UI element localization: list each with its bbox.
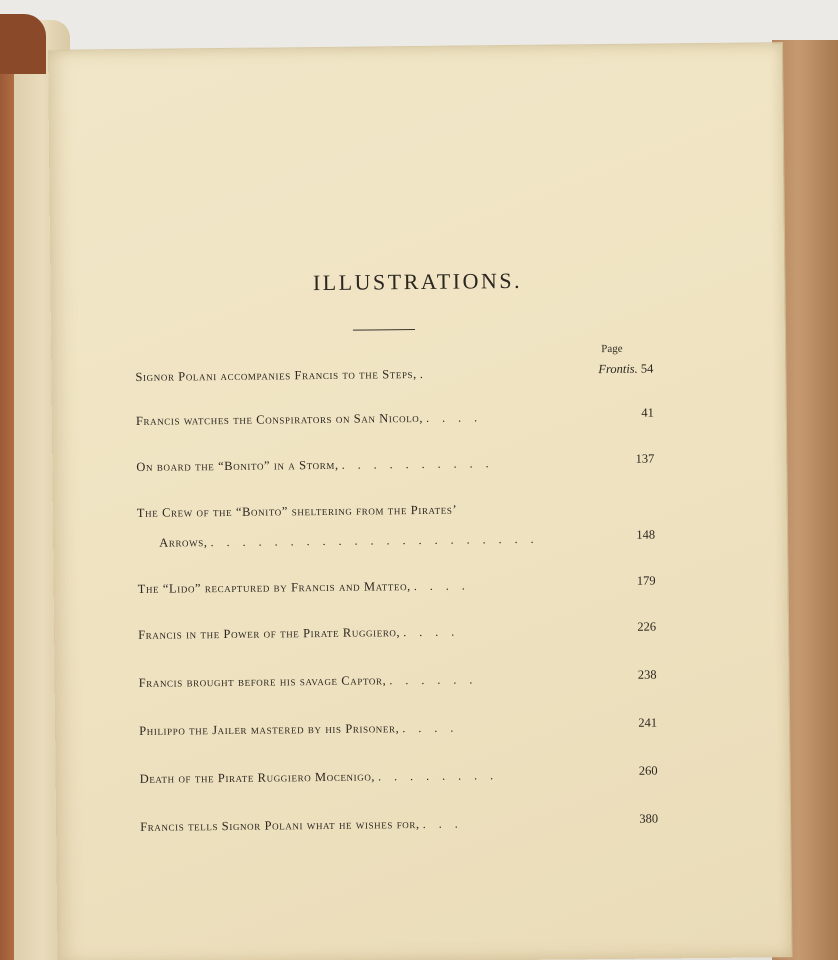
entry-caption: Signor Polani accompanies Francis to the Steps, bbox=[135, 367, 417, 384]
binding-corner bbox=[0, 14, 46, 74]
entry-page-number: 380 bbox=[639, 811, 659, 826]
entry-leader: . bbox=[419, 366, 428, 381]
entry-leader: . . . . . . bbox=[389, 672, 478, 688]
illustration-entry bbox=[136, 451, 655, 482]
binding-strip bbox=[0, 40, 14, 960]
entry-caption: Arrows, bbox=[159, 535, 208, 550]
entry-page bbox=[598, 362, 653, 378]
illustration-entry bbox=[139, 763, 658, 794]
illustration-entry bbox=[137, 573, 656, 604]
frontis-label: Frontis. bbox=[598, 361, 638, 377]
entry-leader: . . . . bbox=[402, 720, 459, 736]
entry-page-number: 137 bbox=[635, 451, 655, 466]
entry-leader: . . . . bbox=[403, 624, 460, 640]
entry-caption: Death of the Pirate Ruggiero Mocenigo, bbox=[139, 769, 376, 786]
entry-caption: The “Lido” recaptured by Francis and Matteo, bbox=[137, 579, 411, 596]
entry-leader: . . . . . . . . bbox=[378, 768, 499, 784]
entry-caption: Francis brought before his savage Captor, bbox=[138, 673, 387, 690]
entry-caption: Francis watches the Conspirators on San Nicolo, bbox=[135, 410, 424, 428]
book-page bbox=[48, 42, 793, 960]
entry-page-number: 148 bbox=[636, 527, 656, 542]
entry-caption: Francis in the Power of the Pirate Ruggiero, bbox=[138, 625, 401, 642]
entry-page-number: 226 bbox=[637, 619, 657, 634]
entry-page-number: 260 bbox=[638, 763, 658, 778]
entry-page-number: 41 bbox=[641, 405, 654, 420]
entry-leader: . . . . . . . . . . . . . . . . . . . . . bbox=[210, 531, 539, 550]
entry-page-number: 241 bbox=[638, 715, 658, 730]
entry-page-number: 238 bbox=[637, 667, 657, 682]
entry-leader: . . . . bbox=[426, 410, 483, 425]
illustration-entry bbox=[139, 715, 658, 746]
illustration-entry-continuation bbox=[159, 527, 656, 558]
title-rule bbox=[353, 329, 415, 331]
entry-page-number: 179 bbox=[636, 573, 656, 588]
entry-caption: Philippo the Jailer mastered by his Prisoner, bbox=[139, 721, 400, 738]
entry-leader: . . . . . . . . . . bbox=[341, 456, 494, 472]
entry-caption: Francis tells Signor Polani what he wishes for, bbox=[140, 816, 420, 834]
illustration-entry bbox=[137, 501, 655, 528]
page-column-label: Page bbox=[601, 342, 623, 356]
entry-caption: On board the “Bonito” in a Storm, bbox=[136, 457, 339, 474]
page-title: ILLUSTRATIONS. bbox=[312, 267, 523, 296]
entry-caption: The Crew of the “Bonito” sheltering from the Pirates’ bbox=[136, 502, 458, 520]
entry-page-number: 54 bbox=[640, 361, 654, 376]
entry-leader: . . . . bbox=[413, 578, 470, 594]
illustration-entry bbox=[135, 361, 654, 392]
illustration-entry bbox=[140, 811, 659, 842]
illustration-entry bbox=[138, 619, 657, 650]
illustration-entry bbox=[138, 667, 657, 698]
illustration-entry bbox=[135, 405, 654, 436]
entry-leader: . . . bbox=[422, 816, 463, 831]
